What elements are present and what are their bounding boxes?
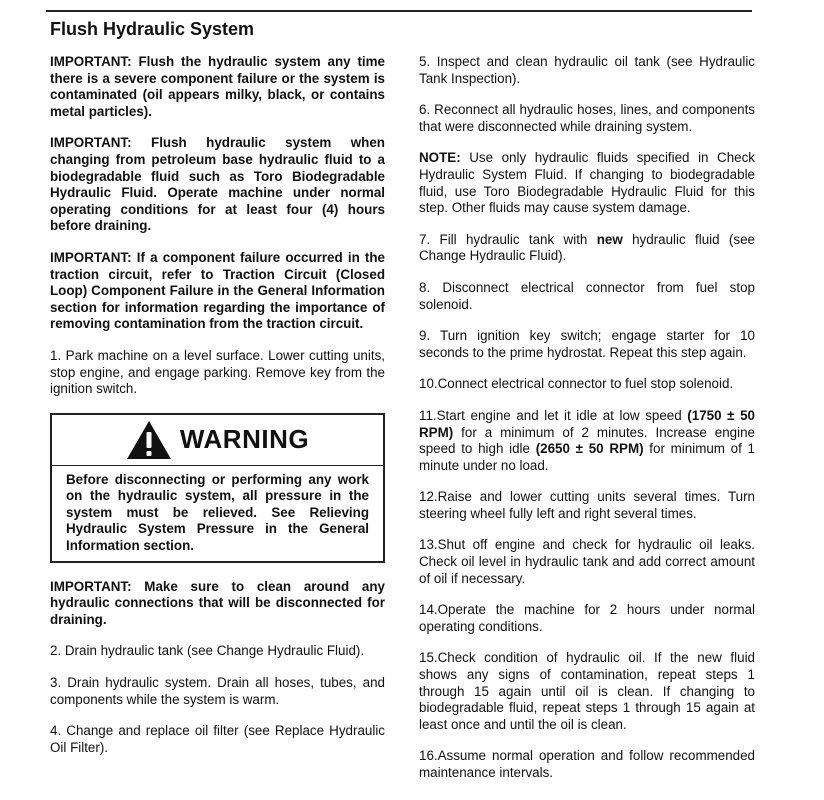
note-text: Use only hydraulic fluids specified in Check Hydraulic System Fluid. If changing to biodegradable fluid, use Toro Biodegradable Hydraulic Fluid for this step. Other fluids may cause system damage. (419, 150, 755, 216)
note-label: NOTE: (419, 150, 461, 166)
step-7-emphasis: new (596, 231, 623, 247)
step-11-text-a: 11.Start engine and let it idle at low speed (419, 407, 688, 423)
warning-box (50, 413, 385, 563)
step-11-text-e: for minimum of 1 minute under no load. (419, 441, 756, 473)
important-notice-1: IMPORTANT: Flush the hydraulic system any time there is a severe component failure or the system is contaminated (oil appears milky, black, or contains metal particles). (50, 54, 385, 119)
step-4: 4. Change and replace oil filter (see Replace Hydraulic Oil Filter). (50, 723, 385, 755)
step-11-text-c: for a minimum of 2 minutes. Increase engine speed to high idle (419, 424, 755, 457)
step-7 (419, 232, 755, 265)
step-11 (419, 408, 755, 474)
warning-text: Before disconnecting or performing any work on the hydraulic system, all pressure in the system must be relieved. See Relieving Hydraulic System Pressure in the General Information section. (66, 471, 369, 554)
step-6: 6. Reconnect all hydraulic hoses, lines, and components that were disconnected while draining system. (419, 102, 755, 134)
step-10: 10.Connect electrical connector to fuel stop solenoid. (419, 376, 734, 392)
important-notice-2: IMPORTANT: Flush hydraulic system when changing from petroleum base hydraulic fluid to a biodegradable fluid such as Toro Biodegradable Hydraulic Fluid. Operate machine under normal operating conditions for at least four (4) hours before draining. (50, 135, 385, 234)
important-notice-3: IMPORTANT: If a component failure occurred in the traction circuit, refer to Traction Circuit (Closed Loop) Component Failure in the General Information section for information regarding the importance of removing contamination from the traction circuit. (50, 249, 385, 332)
step-11-low-rpm: (1750 ± 50 RPM) (419, 407, 755, 440)
warning-title: WARNING (179, 424, 310, 455)
step-5: 5. Inspect and clean hydraulic oil tank (see Hydraulic Tank Inspection). (419, 54, 755, 86)
page-title: Flush Hydraulic System (50, 19, 255, 39)
step-11-high-rpm: (2650 ± 50 RPM) (535, 441, 644, 457)
important-notice-4: IMPORTANT: Make sure to clean around any hydraulic connections that will be disconnected for draining. (50, 578, 385, 627)
right-column (419, 54, 755, 797)
warning-triangle-icon (126, 420, 172, 460)
note (419, 150, 755, 216)
step-2: 2. Drain hydraulic tank (see Change Hydraulic Fluid). (50, 643, 365, 659)
step-14: 14.Operate the machine for 2 hours under normal operating conditions. (419, 602, 755, 634)
step-7-text-c: hydraulic fluid (see Change Hydraulic Fluid). (419, 231, 755, 264)
step-7-text-a: 7. Fill hydraulic tank with (419, 231, 597, 247)
left-column (50, 54, 385, 771)
step-1: 1. Park machine on a level surface. Lower cutting units, stop engine, and engage parking. Remove key from the ignition switch. (50, 347, 385, 397)
warning-header (52, 415, 383, 466)
top-rule (46, 10, 752, 12)
step-8: 8. Disconnect electrical connector from fuel stop solenoid. (419, 279, 755, 312)
step-16: 16.Assume normal operation and follow recommended maintenance intervals. (419, 748, 755, 780)
step-13: 13.Shut off engine and check for hydraulic oil leaks. Check oil level in hydraulic tank and add correct amount of oil if necessary. (419, 537, 755, 586)
step-15: 15.Check condition of hydraulic oil. If the new fluid shows any signs of contamination, repeat steps 1 through 15 again until oil is clean. If changing to biodegradable fluid, repeat steps 1 through 15 again at least once and until the oil is clean. (419, 650, 755, 732)
step-12: 12.Raise and lower cutting units several times. Turn steering wheel fully left and right several times. (419, 489, 755, 521)
step-9: 9. Turn ignition key switch; engage starter for 10 seconds to the prime hydrostat. Repeat this step again. (419, 328, 755, 360)
step-3: 3. Drain hydraulic system. Drain all hoses, tubes, and components while the system is warm. (50, 675, 385, 707)
